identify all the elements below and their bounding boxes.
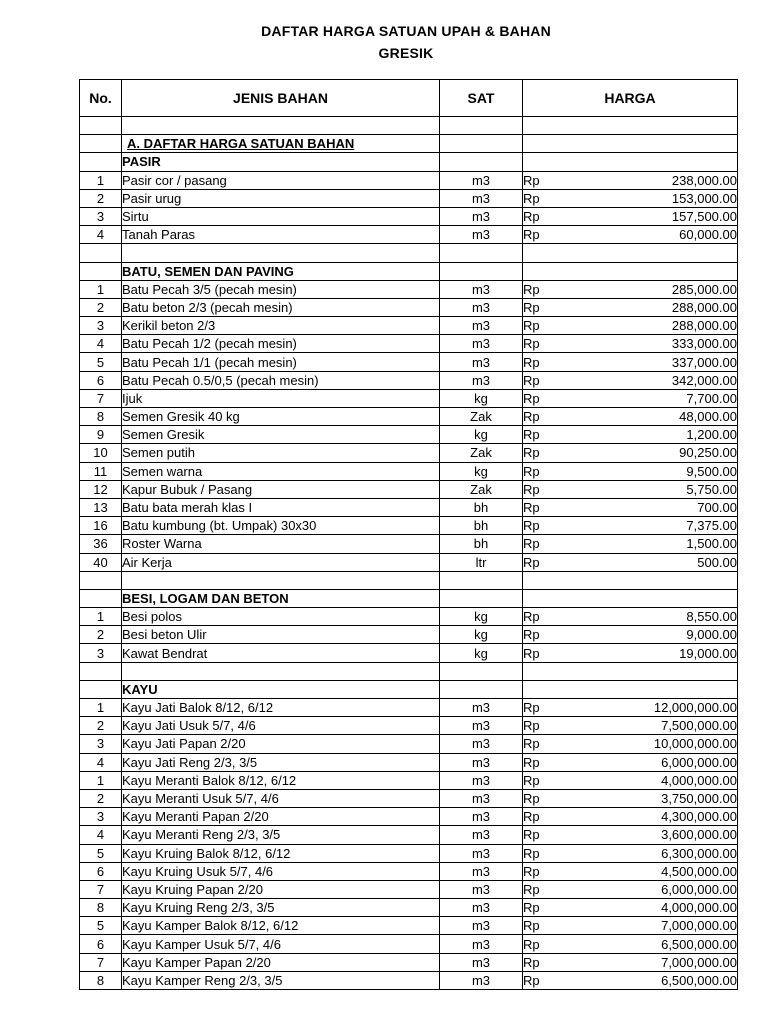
row-price: 7,000,000.00 — [563, 953, 738, 971]
row-number: 2 — [80, 298, 122, 316]
document-subtitle: GRESIK — [378, 45, 434, 61]
row-price: 285,000.00 — [563, 280, 738, 298]
row-number: 3 — [80, 644, 122, 662]
row-number: 13 — [80, 498, 122, 516]
row-material-name: Kayu Meranti Reng 2/3, 3/5 — [122, 826, 440, 844]
header-no: No. — [80, 80, 122, 117]
row-material-name: Kayu Kamper Balok 8/12, 6/12 — [122, 917, 440, 935]
row-number: 4 — [80, 226, 122, 244]
row-price: 4,500,000.00 — [563, 862, 738, 880]
row-currency — [523, 244, 563, 262]
table-row — [80, 280, 738, 298]
row-number: 1 — [80, 699, 122, 717]
row-price: 1,500.00 — [563, 535, 738, 553]
row-currency: Rp — [523, 317, 563, 335]
row-price: 6,000,000.00 — [563, 880, 738, 898]
table-row — [80, 826, 738, 844]
table-body — [80, 117, 738, 990]
row-unit: m3 — [440, 699, 523, 717]
row-material-name: Semen putih — [122, 444, 440, 462]
row-price — [563, 589, 738, 607]
row-number: 10 — [80, 444, 122, 462]
row-number: 12 — [80, 480, 122, 498]
row-price: 60,000.00 — [563, 226, 738, 244]
row-price: 288,000.00 — [563, 317, 738, 335]
row-number: 2 — [80, 189, 122, 207]
row-number: 2 — [80, 789, 122, 807]
row-material-name: Semen Gresik — [122, 426, 440, 444]
row-material-name: Kayu Jati Balok 8/12, 6/12 — [122, 699, 440, 717]
row-price: 342,000.00 — [563, 371, 738, 389]
row-material-name: A. DAFTAR HARGA SATUAN BAHAN — [122, 135, 440, 153]
row-material-name: BESI, LOGAM DAN BETON — [122, 589, 440, 607]
row-material-name: Kayu Kamper Reng 2/3, 3/5 — [122, 971, 440, 989]
blank-row — [80, 662, 738, 680]
row-number: 7 — [80, 880, 122, 898]
row-unit: m3 — [440, 717, 523, 735]
row-price — [563, 244, 738, 262]
row-unit — [440, 662, 523, 680]
row-material-name — [122, 244, 440, 262]
row-currency: Rp — [523, 917, 563, 935]
row-material-name: Tanah Paras — [122, 226, 440, 244]
table-row — [80, 298, 738, 316]
row-price — [563, 262, 738, 280]
table-row — [80, 480, 738, 498]
row-price: 9,500.00 — [563, 462, 738, 480]
row-unit: kg — [440, 644, 523, 662]
row-unit: m3 — [440, 844, 523, 862]
row-unit: Zak — [440, 480, 523, 498]
row-number — [80, 135, 122, 153]
row-currency: Rp — [523, 444, 563, 462]
row-number: 4 — [80, 826, 122, 844]
row-material-name: Kayu Meranti Papan 2/20 — [122, 808, 440, 826]
row-currency: Rp — [523, 826, 563, 844]
row-currency: Rp — [523, 971, 563, 989]
row-currency: Rp — [523, 207, 563, 225]
row-number: 1 — [80, 771, 122, 789]
row-material-name: Batu kumbung (bt. Umpak) 30x30 — [122, 517, 440, 535]
row-number: 16 — [80, 517, 122, 535]
table-row — [80, 880, 738, 898]
row-material-name: Kayu Jati Usuk 5/7, 4/6 — [122, 717, 440, 735]
row-number: 7 — [80, 389, 122, 407]
blank-row — [80, 244, 738, 262]
row-price: 333,000.00 — [563, 335, 738, 353]
table-row — [80, 717, 738, 735]
row-number — [80, 262, 122, 280]
row-unit: m3 — [440, 335, 523, 353]
row-number: 8 — [80, 971, 122, 989]
row-price: 7,700.00 — [563, 389, 738, 407]
row-material-name: Kayu Meranti Balok 8/12, 6/12 — [122, 771, 440, 789]
row-currency: Rp — [523, 535, 563, 553]
table-row — [80, 517, 738, 535]
row-price: 1,200.00 — [563, 426, 738, 444]
table-row — [80, 899, 738, 917]
table-row — [80, 808, 738, 826]
row-material-name: BATU, SEMEN DAN PAVING — [122, 262, 440, 280]
table-row — [80, 699, 738, 717]
row-currency: Rp — [523, 280, 563, 298]
row-unit — [440, 117, 523, 135]
row-price: 19,000.00 — [563, 644, 738, 662]
row-material-name — [122, 662, 440, 680]
row-currency — [523, 153, 563, 171]
row-price: 288,000.00 — [563, 298, 738, 316]
row-material-name: Kayu Meranti Usuk 5/7, 4/6 — [122, 789, 440, 807]
price-table — [79, 79, 738, 990]
row-price: 6,500,000.00 — [563, 971, 738, 989]
row-material-name: Roster Warna — [122, 535, 440, 553]
table-row — [80, 408, 738, 426]
row-material-name — [122, 571, 440, 589]
group-heading-row — [80, 589, 738, 607]
row-number: 1 — [80, 171, 122, 189]
row-number: 1 — [80, 280, 122, 298]
row-unit: m3 — [440, 808, 523, 826]
row-unit: bh — [440, 498, 523, 516]
row-number: 5 — [80, 844, 122, 862]
row-currency: Rp — [523, 699, 563, 717]
row-currency: Rp — [523, 644, 563, 662]
row-material-name: Batu Pecah 0.5/0,5 (pecah mesin) — [122, 371, 440, 389]
row-number: 8 — [80, 408, 122, 426]
row-price: 6,500,000.00 — [563, 935, 738, 953]
row-material-name: Kayu Kamper Papan 2/20 — [122, 953, 440, 971]
row-number: 8 — [80, 899, 122, 917]
row-number — [80, 571, 122, 589]
row-price: 4,000,000.00 — [563, 771, 738, 789]
row-unit — [440, 680, 523, 698]
row-material-name: Batu Pecah 1/1 (pecah mesin) — [122, 353, 440, 371]
row-unit: m3 — [440, 735, 523, 753]
table-row — [80, 917, 738, 935]
row-currency: Rp — [523, 298, 563, 316]
group-heading-row — [80, 153, 738, 171]
row-unit: m3 — [440, 280, 523, 298]
row-number — [80, 662, 122, 680]
row-material-name: Semen warna — [122, 462, 440, 480]
row-material-name: Kayu Jati Reng 2/3, 3/5 — [122, 753, 440, 771]
row-unit: Zak — [440, 444, 523, 462]
row-unit: m3 — [440, 862, 523, 880]
row-currency — [523, 589, 563, 607]
row-material-name: Batu Pecah 1/2 (pecah mesin) — [122, 335, 440, 353]
row-material-name: Batu Pecah 3/5 (pecah mesin) — [122, 280, 440, 298]
row-price: 9,000.00 — [563, 626, 738, 644]
table-row — [80, 771, 738, 789]
row-number: 2 — [80, 717, 122, 735]
row-currency: Rp — [523, 608, 563, 626]
row-currency — [523, 571, 563, 589]
table-row — [80, 226, 738, 244]
row-number: 4 — [80, 335, 122, 353]
row-price: 238,000.00 — [563, 171, 738, 189]
row-material-name: Semen Gresik 40 kg — [122, 408, 440, 426]
table-row — [80, 971, 738, 989]
table-row — [80, 735, 738, 753]
row-price: 90,250.00 — [563, 444, 738, 462]
document-title: DAFTAR HARGA SATUAN UPAH & BAHAN — [261, 23, 551, 39]
table-row — [80, 171, 738, 189]
row-number: 3 — [80, 735, 122, 753]
row-number: 11 — [80, 462, 122, 480]
row-currency: Rp — [523, 226, 563, 244]
row-price — [563, 153, 738, 171]
row-price: 157,500.00 — [563, 207, 738, 225]
row-unit: bh — [440, 517, 523, 535]
row-currency — [523, 662, 563, 680]
row-number: 36 — [80, 535, 122, 553]
row-unit: m3 — [440, 899, 523, 917]
row-unit: bh — [440, 535, 523, 553]
row-price: 3,600,000.00 — [563, 826, 738, 844]
row-unit: m3 — [440, 207, 523, 225]
row-material-name: Kayu Kruing Balok 8/12, 6/12 — [122, 844, 440, 862]
row-number: 3 — [80, 317, 122, 335]
row-unit: kg — [440, 389, 523, 407]
row-price: 7,000,000.00 — [563, 917, 738, 935]
table-row — [80, 371, 738, 389]
row-price — [563, 662, 738, 680]
row-currency: Rp — [523, 753, 563, 771]
row-currency: Rp — [523, 808, 563, 826]
row-number — [80, 117, 122, 135]
row-currency: Rp — [523, 498, 563, 516]
row-material-name: Pasir cor / pasang — [122, 171, 440, 189]
row-number — [80, 244, 122, 262]
table-row — [80, 935, 738, 953]
table-row — [80, 626, 738, 644]
row-price: 12,000,000.00 — [563, 699, 738, 717]
row-number: 3 — [80, 207, 122, 225]
row-unit: m3 — [440, 317, 523, 335]
row-price: 7,500,000.00 — [563, 717, 738, 735]
group-heading-row — [80, 262, 738, 280]
table-row — [80, 844, 738, 862]
row-currency: Rp — [523, 771, 563, 789]
row-number: 9 — [80, 426, 122, 444]
row-price: 153,000.00 — [563, 189, 738, 207]
row-number: 6 — [80, 862, 122, 880]
row-unit: kg — [440, 462, 523, 480]
row-number — [80, 589, 122, 607]
row-currency: Rp — [523, 880, 563, 898]
row-unit: m3 — [440, 826, 523, 844]
row-material-name: Batu bata merah klas I — [122, 498, 440, 516]
row-price: 3,750,000.00 — [563, 789, 738, 807]
row-currency: Rp — [523, 735, 563, 753]
row-material-name — [122, 117, 440, 135]
row-currency: Rp — [523, 335, 563, 353]
row-unit — [440, 135, 523, 153]
row-currency: Rp — [523, 462, 563, 480]
table-row — [80, 189, 738, 207]
row-unit: m3 — [440, 171, 523, 189]
row-unit: m3 — [440, 189, 523, 207]
row-currency: Rp — [523, 862, 563, 880]
row-material-name: Kawat Bendrat — [122, 644, 440, 662]
row-unit: m3 — [440, 226, 523, 244]
row-material-name: Pasir urug — [122, 189, 440, 207]
row-number: 40 — [80, 553, 122, 571]
row-number: 6 — [80, 935, 122, 953]
row-price: 700.00 — [563, 498, 738, 516]
table-row — [80, 753, 738, 771]
section-heading-row — [80, 135, 738, 153]
group-heading-row — [80, 680, 738, 698]
row-material-name: Besi polos — [122, 608, 440, 626]
row-currency: Rp — [523, 844, 563, 862]
row-material-name: Besi beton Ulir — [122, 626, 440, 644]
row-unit: m3 — [440, 880, 523, 898]
row-currency: Rp — [523, 899, 563, 917]
row-currency: Rp — [523, 717, 563, 735]
row-currency: Rp — [523, 935, 563, 953]
row-unit — [440, 244, 523, 262]
table-row — [80, 953, 738, 971]
table-row — [80, 462, 738, 480]
row-currency: Rp — [523, 389, 563, 407]
row-material-name: Kayu Kruing Papan 2/20 — [122, 880, 440, 898]
table-row — [80, 553, 738, 571]
header-price: HARGA — [523, 80, 738, 117]
row-currency: Rp — [523, 426, 563, 444]
row-number: 5 — [80, 917, 122, 935]
row-currency — [523, 680, 563, 698]
row-unit — [440, 153, 523, 171]
row-material-name: Kayu Kruing Usuk 5/7, 4/6 — [122, 862, 440, 880]
row-currency: Rp — [523, 953, 563, 971]
table-header-row — [80, 80, 738, 117]
row-price: 10,000,000.00 — [563, 735, 738, 753]
row-number: 7 — [80, 953, 122, 971]
row-unit: kg — [440, 626, 523, 644]
table-row — [80, 608, 738, 626]
table-row — [80, 444, 738, 462]
table-row — [80, 426, 738, 444]
row-currency: Rp — [523, 353, 563, 371]
row-price: 7,375.00 — [563, 517, 738, 535]
row-currency — [523, 135, 563, 153]
row-unit: kg — [440, 426, 523, 444]
row-unit: m3 — [440, 917, 523, 935]
table-row — [80, 317, 738, 335]
blank-row — [80, 571, 738, 589]
table-row — [80, 535, 738, 553]
row-currency: Rp — [523, 789, 563, 807]
row-unit: m3 — [440, 789, 523, 807]
row-price: 5,750.00 — [563, 480, 738, 498]
row-number — [80, 153, 122, 171]
row-unit: m3 — [440, 353, 523, 371]
row-unit: Zak — [440, 408, 523, 426]
row-currency: Rp — [523, 408, 563, 426]
blank-row — [80, 117, 738, 135]
row-material-name: Air Kerja — [122, 553, 440, 571]
table-row — [80, 207, 738, 225]
row-material-name: Batu beton 2/3 (pecah mesin) — [122, 298, 440, 316]
row-material-name: KAYU — [122, 680, 440, 698]
row-material-name: Kayu Kruing Reng 2/3, 3/5 — [122, 899, 440, 917]
row-unit: ltr — [440, 553, 523, 571]
header-unit: SAT — [440, 80, 523, 117]
row-currency: Rp — [523, 480, 563, 498]
row-price — [563, 571, 738, 589]
table-row — [80, 862, 738, 880]
row-price: 48,000.00 — [563, 408, 738, 426]
row-currency: Rp — [523, 171, 563, 189]
row-price: 500.00 — [563, 553, 738, 571]
row-unit — [440, 571, 523, 589]
row-number: 1 — [80, 608, 122, 626]
row-unit: m3 — [440, 953, 523, 971]
row-currency: Rp — [523, 553, 563, 571]
row-unit: m3 — [440, 771, 523, 789]
row-currency — [523, 117, 563, 135]
row-price: 6,000,000.00 — [563, 753, 738, 771]
row-currency: Rp — [523, 189, 563, 207]
row-material-name: Sirtu — [122, 207, 440, 225]
row-material-name: Kapur Bubuk / Pasang — [122, 480, 440, 498]
row-unit: m3 — [440, 298, 523, 316]
table-row — [80, 353, 738, 371]
row-unit: m3 — [440, 971, 523, 989]
row-unit: m3 — [440, 935, 523, 953]
row-price: 8,550.00 — [563, 608, 738, 626]
row-price — [563, 117, 738, 135]
table-row — [80, 644, 738, 662]
row-unit — [440, 589, 523, 607]
row-material-name: Kerikil beton 2/3 — [122, 317, 440, 335]
table-row — [80, 335, 738, 353]
row-material-name: Kayu Kamper Usuk 5/7, 4/6 — [122, 935, 440, 953]
row-unit — [440, 262, 523, 280]
row-unit: m3 — [440, 371, 523, 389]
row-price — [563, 135, 738, 153]
table-row — [80, 498, 738, 516]
row-number: 4 — [80, 753, 122, 771]
row-currency — [523, 262, 563, 280]
row-material-name: Ijuk — [122, 389, 440, 407]
row-price: 4,300,000.00 — [563, 808, 738, 826]
row-price — [563, 680, 738, 698]
row-unit: kg — [440, 608, 523, 626]
row-price: 4,000,000.00 — [563, 899, 738, 917]
header-name: JENIS BAHAN — [122, 80, 440, 117]
row-number: 6 — [80, 371, 122, 389]
table-row — [80, 389, 738, 407]
row-currency: Rp — [523, 517, 563, 535]
row-number — [80, 680, 122, 698]
row-material-name: Kayu Jati Papan 2/20 — [122, 735, 440, 753]
row-price: 337,000.00 — [563, 353, 738, 371]
row-number: 2 — [80, 626, 122, 644]
row-material-name: PASIR — [122, 153, 440, 171]
row-unit: m3 — [440, 753, 523, 771]
table-row — [80, 789, 738, 807]
row-number: 5 — [80, 353, 122, 371]
row-price: 6,300,000.00 — [563, 844, 738, 862]
row-currency: Rp — [523, 371, 563, 389]
row-number: 3 — [80, 808, 122, 826]
row-currency: Rp — [523, 626, 563, 644]
